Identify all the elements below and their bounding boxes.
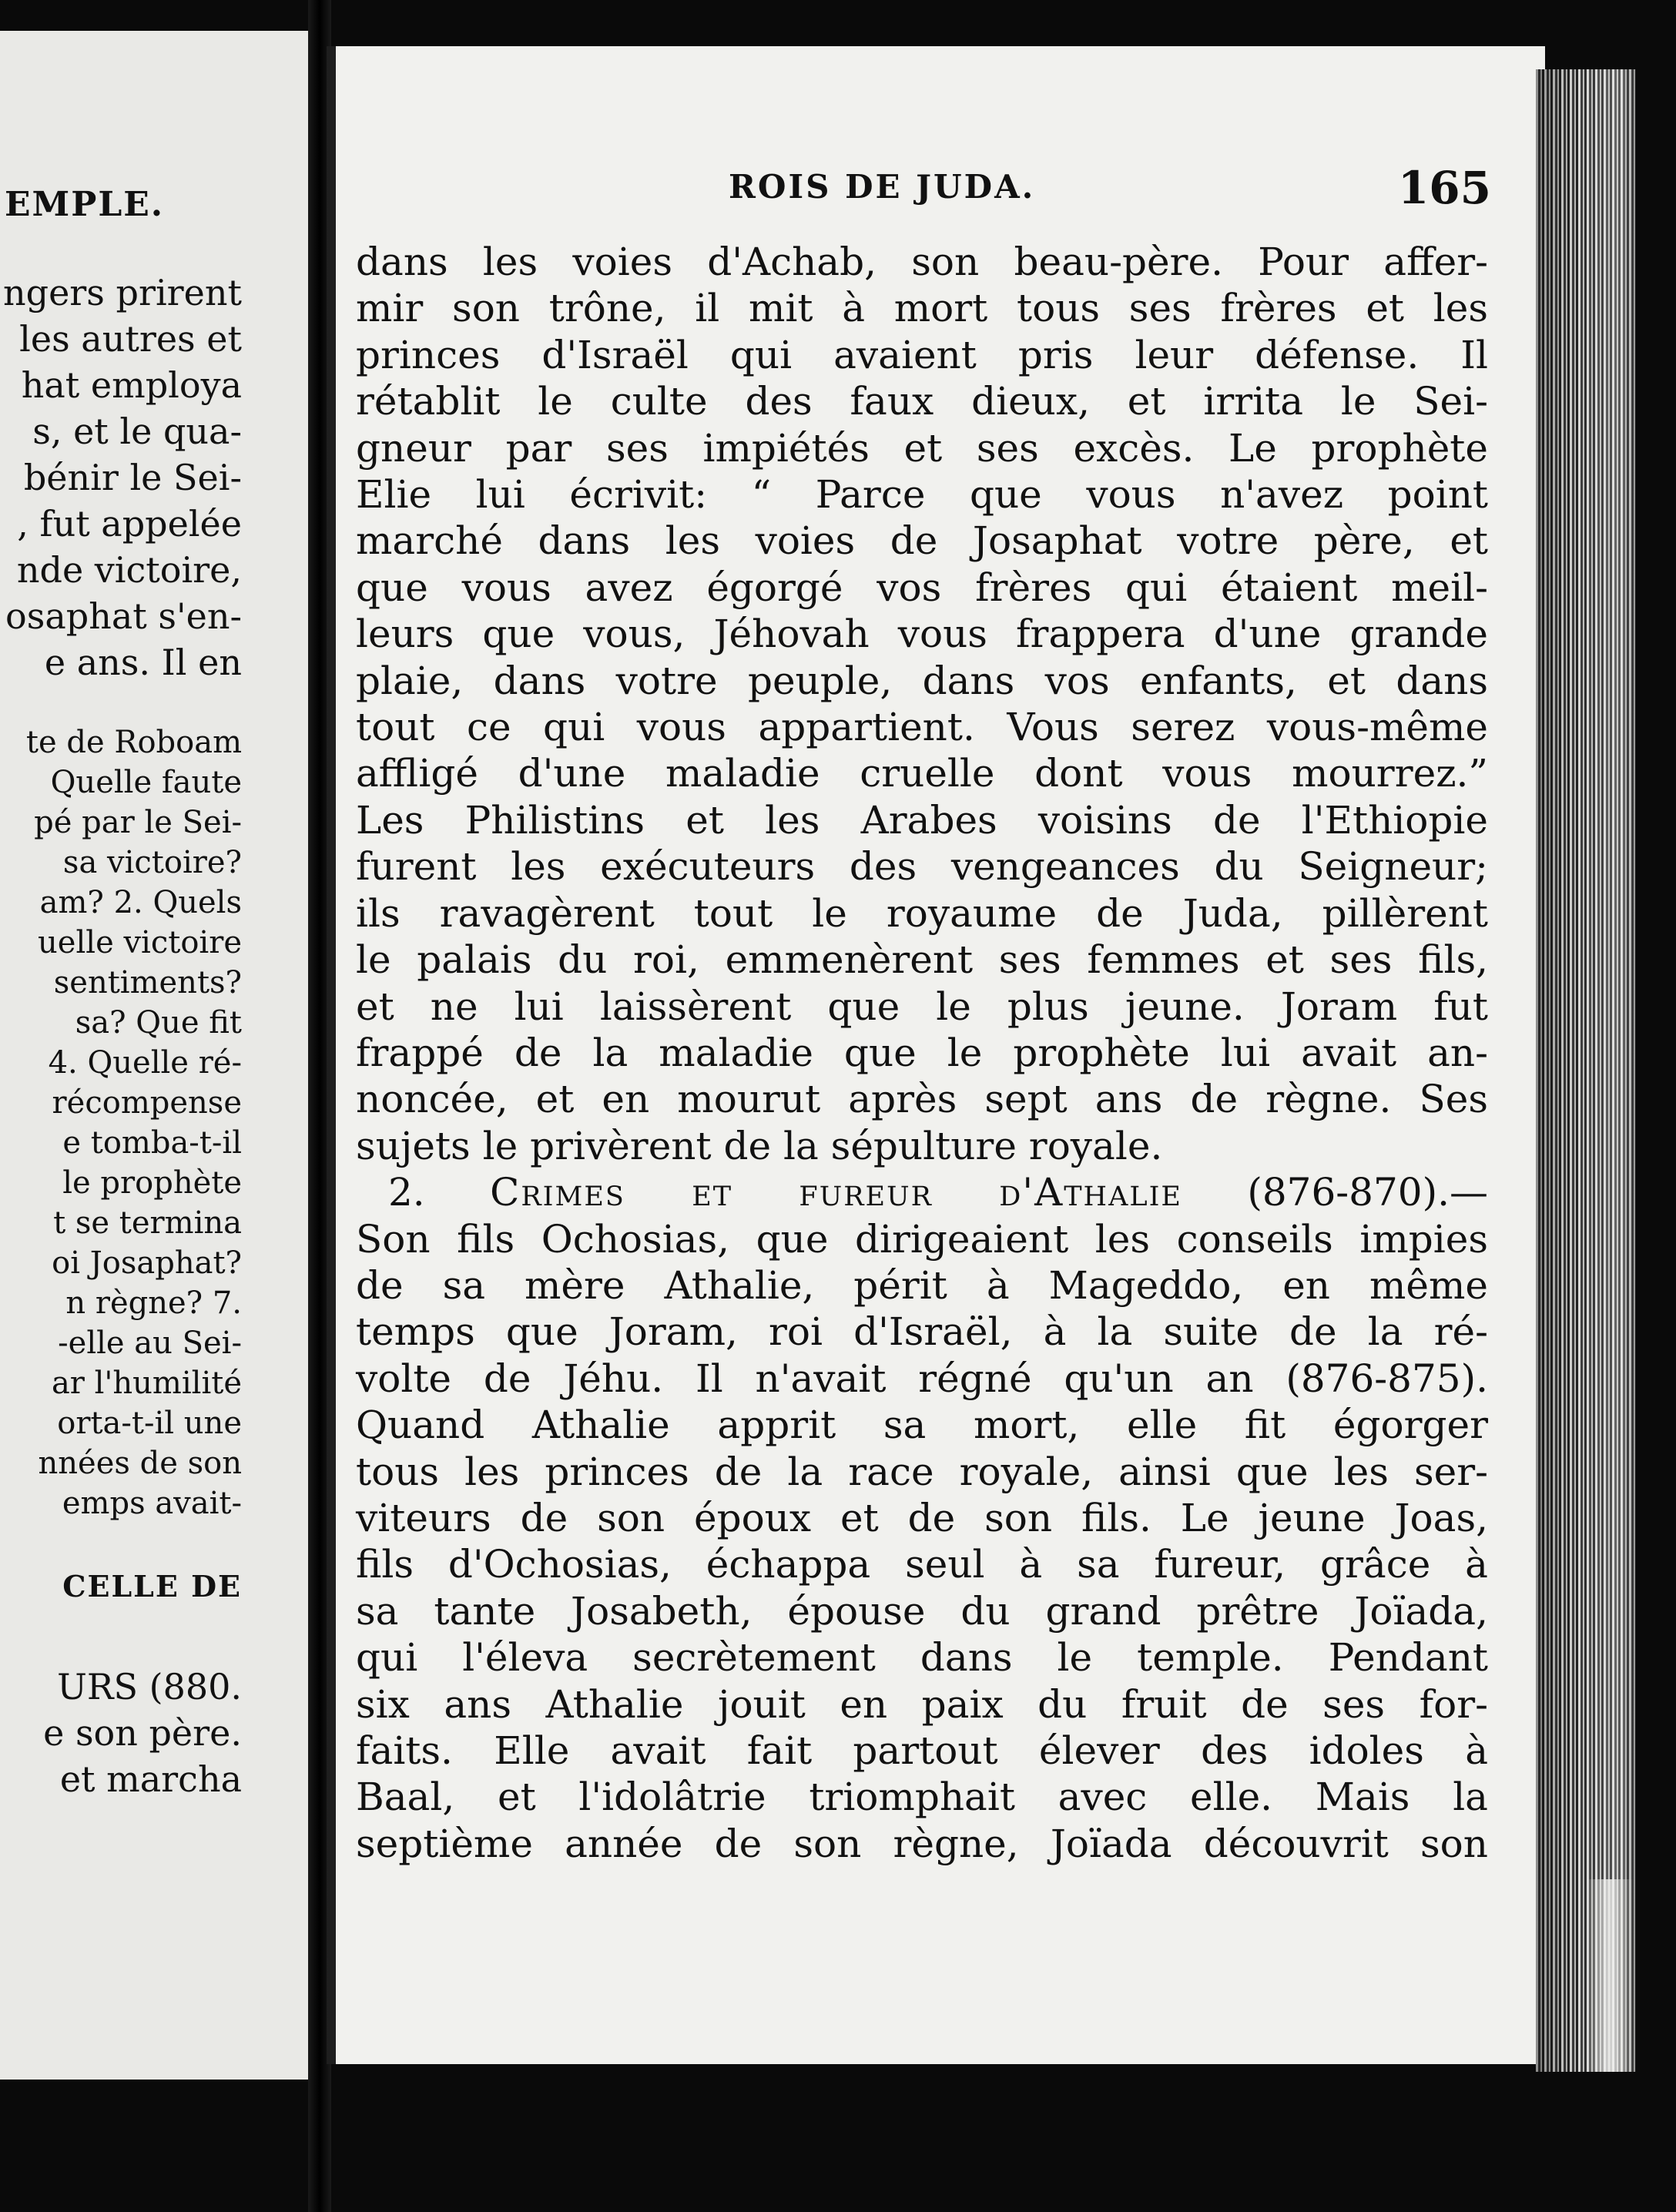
text-line: leurs que vous, Jéhovah vous frappera d'une grande [356, 612, 1488, 657]
text-line: dans les voies d'Achab, son beau-père. Pour affer- [356, 240, 1488, 284]
text-line: plaie, dans votre peuple, dans vos enfants, et dans [356, 658, 1488, 703]
text-line: furent les exécuteurs des vengeances du Seigneur; [356, 844, 1488, 890]
left-line: bénir le Sei- [23, 457, 242, 498]
left-question-line: le prophète [62, 1165, 242, 1201]
text-line: Elie lui écrivit: “ Parce que vous n'avez point [356, 472, 1488, 518]
text-line: ils ravagèrent tout le royaume de Juda, pillèrent [356, 890, 1488, 936]
text-line: tous les princes de la race royale, ainsi que les ser- [356, 1449, 1488, 1494]
book-page [327, 46, 1545, 2064]
page-number: 165 [1397, 162, 1491, 214]
left-section-label: CELLE DE [62, 1569, 242, 1604]
left-line: s, et le qua- [32, 411, 242, 452]
left-question-line: sentiments? [53, 965, 242, 1000]
page-edge-highlight [1587, 1879, 1633, 2072]
left-question-line: sa? Que fit [75, 1005, 242, 1041]
left-question-line: emps avait- [62, 1486, 242, 1521]
section-dates: (876-870).— [1247, 1170, 1488, 1215]
text-line: rétablit le culte des faux dieux, et irrita le Sei- [356, 379, 1488, 424]
left-question-line: te de Roboam [25, 725, 242, 760]
text-line: gneur par ses impiétés et ses excès. Le prophète [356, 425, 1488, 471]
left-question-line: oi Josaphat? [52, 1245, 242, 1281]
left-question-line: orta-t-il une [57, 1406, 242, 1441]
text-line: mir son trône, il mit à mort tous ses frères et les [356, 286, 1488, 331]
text-line: et ne lui laissèrent que le plus jeune. Joram fut [356, 984, 1488, 1029]
text-line: noncée, et en mourut après sept ans de règne. Ses [356, 1077, 1488, 1122]
left-running-head: EMPLE. [5, 185, 165, 224]
left-line: les autres et [19, 318, 242, 360]
page-edges-stack [1536, 69, 1636, 2072]
left-question-line: am? 2. Quels [39, 885, 242, 920]
left-question-line: sa victoire? [62, 845, 242, 880]
text-line: Son fils Ochosias, que dirigeaient les conseils impies [356, 1216, 1488, 1262]
left-question-line: n règne? 7. [65, 1285, 242, 1321]
text-line: six ans Athalie jouit en paix du fruit de ses for- [356, 1681, 1488, 1727]
text-line: septième année de son règne, Joïada découvrit son [356, 1821, 1488, 1866]
left-question-line: nnées de son [38, 1446, 242, 1481]
text-line: tout ce qui vous appartient. Vous serez vous-même [356, 705, 1488, 750]
text-line: que vous avez égorgé vos frères qui étaient meil- [356, 565, 1488, 610]
left-text-column [0, 270, 242, 1802]
left-line: hat employa [21, 364, 242, 406]
text-line: Quand Athalie apprit sa mort, elle fit égorger [356, 1403, 1488, 1448]
text-line: Les Philistins et les Arabes voisins de l'Ethiopie [356, 797, 1488, 843]
text-line: sujets le privèrent de la sépulture royale. [356, 1123, 1163, 1168]
text-line: volte de Jéhu. Il n'avait régné qu'un an (876-875). [356, 1356, 1488, 1401]
left-line: ngers prirent [3, 272, 242, 313]
section-number: 2. [388, 1170, 425, 1215]
left-page-fragment [0, 31, 314, 2080]
left-question-line: ar l'humilité [51, 1366, 242, 1401]
left-question-line: -elle au Sei- [58, 1326, 242, 1361]
text-line: faits. Elle avait fait partout élever des idoles à [356, 1728, 1488, 1773]
left-line: , fut appelée [17, 503, 242, 545]
running-title: ROIS DE JUDA. [729, 168, 1036, 206]
text-line: fils d'Ochosias, échappa seul à sa fureur, grâce à [356, 1542, 1488, 1587]
left-line: et marcha [59, 1758, 242, 1800]
left-line: URS (880. [57, 1666, 242, 1708]
running-head [336, 162, 1545, 216]
left-line: nde victoire, [16, 549, 242, 591]
text-line: le palais du roi, emmenèrent ses femmes et ses fils, [356, 937, 1488, 983]
text-line: viteurs de son époux et de son fils. Le jeune Joas, [356, 1495, 1488, 1540]
section-heading-line [356, 1169, 1488, 1215]
left-line: osaphat s'en- [5, 595, 242, 637]
section-heading: Crimes et fureur d'Athalie [490, 1170, 1182, 1215]
left-line: e ans. Il en [44, 642, 242, 683]
left-line: e son père. [43, 1712, 242, 1754]
left-question-line: récompense [52, 1085, 242, 1121]
text-line: marché dans les voies de Josaphat votre père, et [356, 518, 1488, 564]
left-question-line: t se termina [53, 1205, 242, 1241]
text-line: affligé d'une maladie cruelle dont vous mourrez.” [356, 751, 1488, 796]
body-text [356, 239, 1488, 1867]
left-question-line: 4. Quelle ré- [48, 1045, 242, 1081]
left-question-line: pé par le Sei- [34, 805, 242, 840]
text-line: temps que Joram, roi d'Israël, à la suite de la ré- [356, 1309, 1488, 1355]
left-question-line: Quelle faute [50, 765, 242, 800]
text-line: sa tante Josabeth, épouse du grand prêtre Joïada, [356, 1588, 1488, 1634]
text-line: frappé de la maladie que le prophète lui avait an- [356, 1030, 1488, 1075]
text-line: qui l'éleva secrètement dans le temple. Pendant [356, 1635, 1488, 1681]
left-question-line: uelle victoire [38, 925, 242, 960]
text-line: de sa mère Athalie, périt à Mageddo, en même [356, 1262, 1488, 1308]
left-question-line: e tomba-t-il [62, 1125, 242, 1161]
text-line: Baal, et l'idolâtrie triomphait avec elle. Mais la [356, 1775, 1488, 1820]
text-line: princes d'Israël qui avaient pris leur défense. Il [356, 332, 1488, 377]
